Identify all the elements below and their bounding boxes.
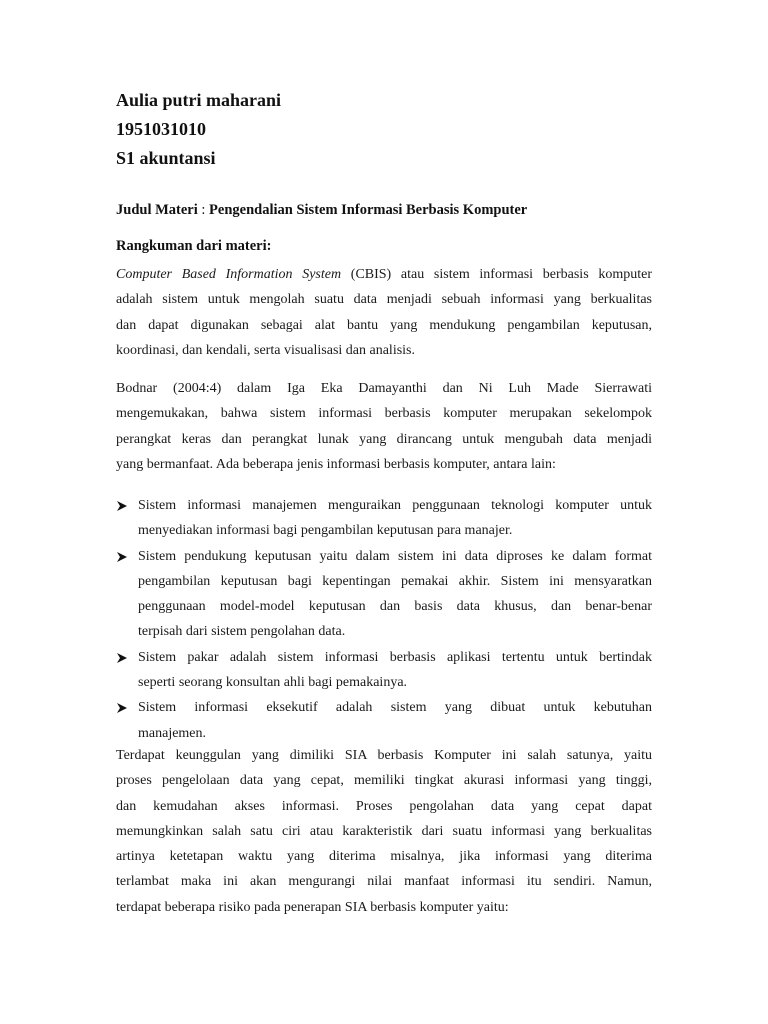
subject-title: Pengendalian Sistem Informasi Berbasis Komputer [209, 202, 528, 218]
author-block [116, 86, 656, 173]
arrowhead-bullet-icon [116, 702, 128, 714]
list-item: Sistem pendukung keputusan yaitu dalam sistem ini data diproses ke dalam format pengambilan keputusan bagi kepentingan pemakai akhir. Sistem ini mensyaratkan penggunaan model-model keputusan dan basis data khusus, dan benar-benar terpisah dari sistem pengolahan data. [116, 544, 652, 645]
paragraph-line: Terdapat keunggulan yang dimiliki SIA berbasis Komputer ini salah satunya, yaitu [116, 748, 652, 763]
paragraph-line: koordinasi, dan kendali, serta visualisasi dan analisis. [116, 342, 415, 358]
paragraph-line: perangkat keras dan perangkat lunak yang dirancang untuk mengubah data menjadi [116, 431, 652, 447]
arrowhead-bullet-icon [116, 652, 128, 664]
paragraph-line: yang bermanfaat. Ada beberapa jenis informasi berbasis komputer, antara lain: [116, 456, 556, 472]
study-program: S1 akuntansi [116, 148, 216, 168]
paragraph-line: dan dapat digunakan sebagai alat bantu yang mendukung pengambilan keputusan, [116, 317, 652, 333]
paragraph-bodnar [116, 376, 652, 477]
list-item: Sistem informasi eksekutif adalah sistem yang dibuat untuk kebutuhan manajemen. [116, 695, 652, 746]
subject-separator: : [201, 202, 206, 218]
student-id: 1951031010 [116, 119, 206, 139]
paragraph-line: memungkinkan salah satu ciri atau karakteristik dari suatu informasi yang berkualitas [116, 823, 652, 839]
list-item: Sistem informasi manajemen menguraikan penggunaan teknologi komputer untuk menyediakan informasi bagi pengambilan keputusan para manajer. [116, 493, 652, 544]
paragraph-line: mengemukakan, bahwa sistem informasi berbasis komputer merupakan sekelompok [116, 406, 652, 422]
subject-line [116, 200, 656, 220]
paragraph-line: terlambat maka ini akan mengurangi nilai manfaat informasi itu sendiri. Namun, [116, 874, 652, 890]
italic-term: Computer Based Information System [116, 267, 342, 282]
arrowhead-bullet-icon [116, 551, 128, 563]
author-name: Aulia putri maharani [116, 90, 282, 110]
paragraph-advantages [116, 743, 652, 920]
list-item: Sistem pakar adalah sistem informasi berbasis aplikasi tertentu untuk bertindak seperti seorang konsultan ahli bagi pemakainya. [116, 645, 652, 696]
summary-heading: Rangkuman dari materi: [116, 238, 272, 254]
paragraph-line: Computer Based Information System (CBIS) atau sistem informasi berbasis komputer [116, 267, 652, 282]
paragraph-line: dan kemudahan akses informasi. Proses pengolahan data yang cepat dapat [116, 798, 652, 814]
paragraph-line: terdapat beberapa risiko pada penerapan SIA berbasis komputer yaitu: [116, 899, 509, 915]
paragraph-line: proses pengelolaan data yang cepat, memiliki tingkat akurasi informasi yang tinggi, [116, 773, 652, 789]
cbis-types-list [116, 493, 652, 746]
paragraph-cbis-definition [116, 262, 652, 363]
paragraph-line: Bodnar (2004:4) dalam Iga Eka Damayanthi dan Ni Luh Made Sierrawati [116, 381, 652, 396]
paragraph-line: adalah sistem untuk mengolah suatu data menjadi sebuah informasi yang berkualitas [116, 292, 652, 308]
paragraph-line: artinya ketetapan waktu yang diterima misalnya, jika informasi yang diterima [116, 849, 652, 865]
arrowhead-bullet-icon [116, 500, 128, 512]
subject-label: Judul Materi [116, 202, 198, 218]
